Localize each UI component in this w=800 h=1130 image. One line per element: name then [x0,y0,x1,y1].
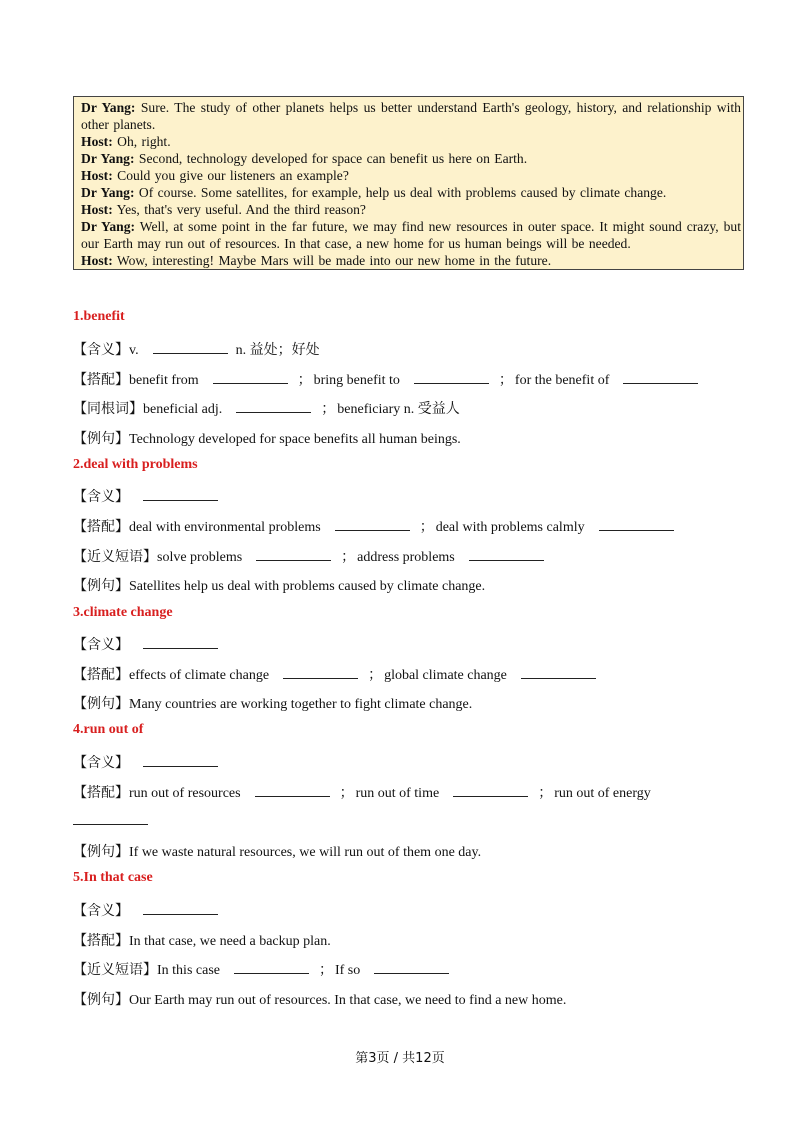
dialogue-line: Host: Wow, interesting! Maybe Mars will be made into our new home in the future. [81,253,552,268]
example-row: 【例句】Technology developed for space benefits all human beings. [73,431,461,447]
answer-blank[interactable] [236,400,311,413]
meaning-row: 【含义】 [73,900,226,920]
example-row: 【例句】Many countries are working together to fight climate change. [73,696,473,712]
answer-blank[interactable] [143,488,218,501]
synonym-row: 【近义短语】In this case ； If so [73,959,457,979]
section-title: 1.benefit [73,309,125,324]
answer-blank[interactable] [143,636,218,649]
answer-blank[interactable] [143,754,218,767]
section-title: 5.In that case [73,870,153,885]
dialogue-line: Dr Yang: Of course. Some satellites, for example, help us deal with problems caused by climate change. [81,185,667,200]
answer-blank[interactable] [283,666,358,679]
dialogue-line: Host: Could you give our listeners an example? [81,168,349,183]
answer-blank[interactable] [335,518,410,531]
collocation-row: 【搭配】run out of resources ； run out of time ； run out of energy [73,785,651,801]
cognate-row: 【同根词】beneficial adj. ； beneficiary n. 受益人 [73,401,460,417]
answer-blank[interactable] [374,961,449,974]
section-title: 2.deal with problems [73,457,198,472]
synonym-row: 【近义短语】solve problems ； address problems [73,546,552,566]
answer-blank[interactable] [469,548,544,561]
answer-blank[interactable] [143,902,218,915]
collocation-row: 【搭配】effects of climate change ； global climate change [73,664,604,684]
dialogue-line: Dr Yang: Second, technology developed for space can benefit us here on Earth. [81,151,528,166]
section-title: 4.run out of [73,722,144,737]
meaning-row: 【含义】 [73,634,226,654]
answer-blank[interactable] [521,666,596,679]
answer-blank[interactable] [256,548,331,561]
answer-blank[interactable] [599,518,674,531]
meaning-row: 【含义】 [73,486,226,506]
answer-blank[interactable] [255,784,330,797]
answer-blank[interactable] [153,341,228,354]
example-row: 【例句】Satellites help us deal with problems caused by climate change. [73,578,486,594]
answer-blank[interactable] [234,961,309,974]
meaning-row: 【含义】 [73,752,226,772]
meaning-row: 【含义】v. n. 益处；好处 [73,342,320,358]
example-row: 【例句】Our Earth may run out of resources. In that case, we need to find a new home. [73,992,567,1008]
collocation-row: 【搭配】deal with environmental problems ； deal with problems calmly [73,516,682,536]
dialogue-line: Dr Yang: Well, at some point in the far future, we may find new resources in outer space. It might sound crazy, but our Earth may run out of resources. In that case, a new home for us human beings will be needed. [81,219,741,251]
dialogue-line: Host: Yes, that's very useful. And the third reason? [81,202,366,217]
answer-blank[interactable] [73,812,148,825]
answer-blank[interactable] [414,371,489,384]
collocation-row: 【搭配】In that case, we need a backup plan. [73,933,331,949]
dialogue-line: Host: Oh, right. [81,134,171,149]
dialogue-box [73,96,744,270]
collocation-row: 【搭配】benefit from ； bring benefit to ； for the benefit of [73,369,706,389]
dialogue-line: Dr Yang: Sure. The study of other planets helps us better understand Earth's geology, history, and relationship with other planets. [81,100,741,132]
page-footer: 第3页 / 共12页 [355,1051,445,1066]
section-title: 3.climate change [73,605,173,620]
collocation-row-continued [73,812,156,830]
answer-blank[interactable] [623,371,698,384]
answer-blank[interactable] [213,371,288,384]
answer-blank[interactable] [453,784,528,797]
example-row: 【例句】If we waste natural resources, we will run out of them one day. [73,844,482,860]
